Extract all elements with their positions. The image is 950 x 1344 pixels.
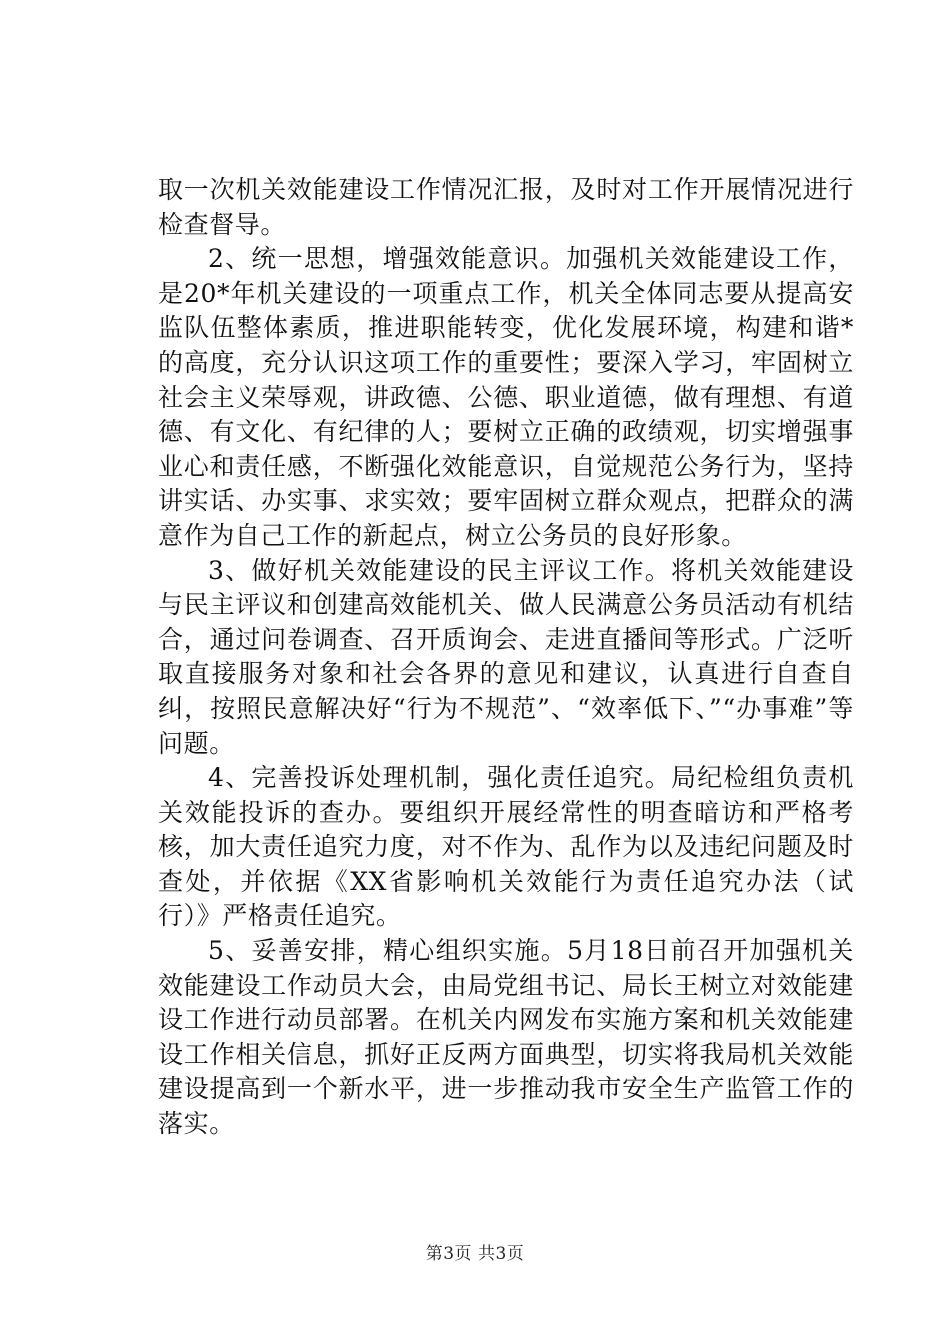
paragraph-item-3: 3、做好机关效能建设的民主评议工作。将机关效能建设与民主评议和创建高效能机关、做人民满意公务员活动有机结合，通过问卷调查、召开质询会、走进直播间等形式。广泛听取直接服务对象和社会各界的意见和建议，认真进行自查自纠，按照民意解决好“行为不规范”、“效率低下、”“办事难”等问题。	[158, 555, 854, 758]
paragraph-item-4: 4、完善投诉处理机制，强化责任追究。局纪检组负责机关效能投诉的查办。要组织开展经常性的明查暗访和严格考核，加大责任追究力度，对不作为、乱作为以及违纪问题及时查处，并依据《XX省影响机关效能行为责任追究办法（试行）》严格责任追究。	[158, 763, 854, 931]
paragraph-continuation: 取一次机关效能建设工作情况汇报，及时对工作开展情况进行检查督导。	[158, 175, 854, 239]
document-body	[158, 173, 854, 1142]
page-footer: 第3页 共3页	[425, 1244, 525, 1264]
paragraph-item-5: 5、妥善安排，精心组织实施。5月18日前召开加强机关效能建设工作动员大会，由局党组书记、局长王树立对效能建设工作进行动员部署。在机关内网发布实施方案和机关效能建设工作相关信息，抓好正反两方面典型，切实将我局机关效能建设提高到一个新水平，进一步推动我市安全生产监管工作的落实。	[158, 936, 854, 1139]
paragraph-item-2: 2、统一思想，增强效能意识。加强机关效能建设工作，是20*年机关建设的一项重点工作，机关全体同志要从提高安监队伍整体素质，推进职能转变，优化发展环境，构建和谐*的高度，充分认识这项工作的重要性；要深入学习，牢固树立社会主义荣辱观，讲政德、公德、职业道德，做有理想、有道德、有文化、有纪律的人；要树立正确的政绩观，切实增强事业心和责任感，不断强化效能意识，自觉规范公务行为，坚持讲实话、办实事、求实效；要牢固树立群众观点，把群众的满意作为自己工作的新起点，树立公务员的良好形象。	[158, 244, 854, 550]
